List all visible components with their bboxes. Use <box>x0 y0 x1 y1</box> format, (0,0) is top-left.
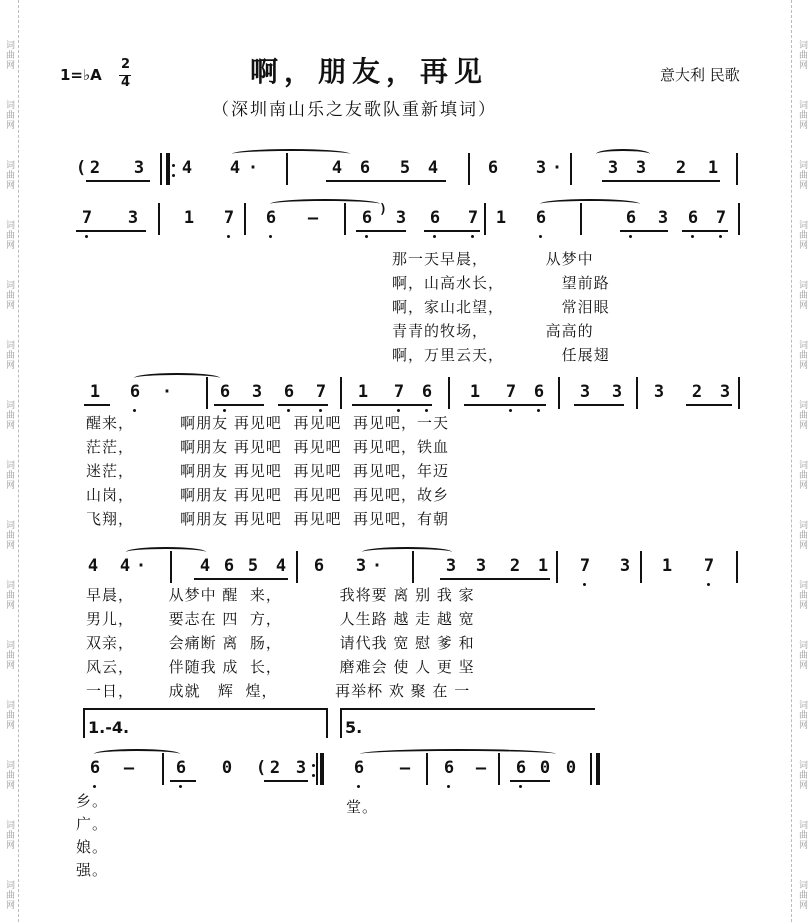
watermark-text: 词曲网 <box>797 580 807 610</box>
repeat-dot <box>312 764 315 767</box>
lyric-line: 风云， 伴随我 成 长， 磨难会 使 人 更 坚 <box>86 658 475 676</box>
note: 6 <box>219 382 231 402</box>
tie-slur <box>540 199 640 209</box>
note: 3 <box>635 158 647 178</box>
note: 3 <box>445 556 457 576</box>
barline <box>468 153 470 185</box>
ending-1-label: 1.-4. <box>88 718 130 737</box>
song-title: 啊，朋友，再见 <box>250 55 489 88</box>
watermark-text: 词曲网 <box>797 280 807 310</box>
note: 0 <box>565 758 577 778</box>
watermark-text: 词曲网 <box>797 40 807 70</box>
watermark-text: 词曲网 <box>4 400 14 430</box>
paren: ( <box>255 758 267 778</box>
octave-dot-below <box>691 235 694 238</box>
note: 1 <box>183 208 195 228</box>
lyric-line: 男儿， 要志在 四 方， 人生路 越 走 越 宽 <box>86 610 475 628</box>
lyric-line: 山岗， 啊朋友 再见吧 再见吧 再见吧，故乡 <box>86 486 449 504</box>
aug-dot: · <box>247 158 259 178</box>
watermark-text: 词曲网 <box>797 460 807 490</box>
note: 4 <box>229 158 241 178</box>
dash: — <box>307 208 319 228</box>
note: 6 <box>283 382 295 402</box>
note: 6 <box>533 382 545 402</box>
note: 1 <box>537 556 549 576</box>
note: 6 <box>535 208 547 228</box>
octave-dot-below <box>583 583 586 586</box>
note: 3 <box>619 556 631 576</box>
note: 3 <box>657 208 669 228</box>
watermark-text: 词曲网 <box>4 460 14 490</box>
note: 7 <box>467 208 479 228</box>
note: 2 <box>691 382 703 402</box>
watermark-text: 词曲网 <box>4 100 14 130</box>
ending-2-label: 5. <box>345 718 363 737</box>
barline <box>158 203 160 235</box>
watermark-text: 词曲网 <box>4 820 14 850</box>
note: 7 <box>715 208 727 228</box>
lyric-line: 啊，家山北望， 常泪眼 <box>392 298 610 316</box>
aug-dot: · <box>135 556 147 576</box>
octave-dot-below <box>93 785 96 788</box>
watermark-text: 词曲网 <box>4 340 14 370</box>
octave-dot-below <box>471 235 474 238</box>
paren: ) <box>379 202 387 217</box>
tie-slur <box>362 547 452 557</box>
underline <box>440 578 550 580</box>
octave-dot-below <box>365 235 368 238</box>
barline <box>160 153 162 185</box>
note: 3 <box>535 158 547 178</box>
lyric-line: 飞翔， 啊朋友 再见吧 再见吧 再见吧，有朝 <box>86 510 449 528</box>
underline <box>574 404 624 406</box>
octave-dot-below <box>519 785 522 788</box>
barline <box>296 551 298 583</box>
note: 2 <box>269 758 281 778</box>
watermark-text: 词曲网 <box>797 220 807 250</box>
note: 3 <box>653 382 665 402</box>
watermark-text: 词曲网 <box>4 520 14 550</box>
tie-slur <box>126 547 206 557</box>
note: 3 <box>295 758 307 778</box>
note: 1 <box>357 382 369 402</box>
lyric-line: 醒来， 啊朋友 再见吧 再见吧 再见吧，一天 <box>86 414 449 432</box>
note: 6 <box>265 208 277 228</box>
note: 6 <box>429 208 441 228</box>
watermark-text: 词曲网 <box>797 160 807 190</box>
underline <box>352 404 432 406</box>
tie-slur <box>232 149 350 159</box>
barline <box>340 377 342 409</box>
note: 6 <box>421 382 433 402</box>
octave-dot-below <box>707 583 710 586</box>
tie-slur <box>94 749 180 759</box>
note: 6 <box>515 758 527 778</box>
note: 4 <box>275 556 287 576</box>
octave-dot-below <box>357 785 360 788</box>
lyric-line: 乡。 <box>76 792 109 810</box>
ending-2-bracket-left <box>340 708 342 738</box>
tie-slur <box>360 749 556 759</box>
repeat-dot <box>172 164 175 167</box>
key-signature: 1=♭A <box>60 66 102 84</box>
lyric-line: 啊，万里云天， 任展翅 <box>392 346 610 364</box>
underline <box>214 404 264 406</box>
lyric-line: 一日， 成就 辉 煌， 再举杯 欢 聚 在 一 <box>86 682 471 700</box>
barline <box>738 377 740 409</box>
watermark-text: 词曲网 <box>4 760 14 790</box>
note: 6 <box>443 758 455 778</box>
note: 1 <box>89 382 101 402</box>
octave-dot-below <box>509 409 512 412</box>
underline <box>424 230 480 232</box>
underline <box>76 230 146 232</box>
note: 4 <box>331 158 343 178</box>
ending-1-bracket-left <box>83 708 85 738</box>
note: 7 <box>315 382 327 402</box>
note: 1 <box>707 158 719 178</box>
watermark-text: 词曲网 <box>797 520 807 550</box>
barline <box>738 203 740 235</box>
lyric-line: 双亲， 会痛断 离 肠， 请代我 宽 慰 爹 和 <box>86 634 475 652</box>
note: 6 <box>687 208 699 228</box>
note: 6 <box>313 556 325 576</box>
watermark-text: 词曲网 <box>4 580 14 610</box>
note: 0 <box>221 758 233 778</box>
lyric-line: 强。 <box>76 861 109 879</box>
watermark-text: 词曲网 <box>4 700 14 730</box>
watermark-text: 词曲网 <box>4 880 14 910</box>
underline <box>326 180 446 182</box>
paren: ( <box>75 158 87 178</box>
octave-dot-below <box>227 235 230 238</box>
note: 7 <box>223 208 235 228</box>
barline <box>736 551 738 583</box>
octave-dot-below <box>629 235 632 238</box>
watermark-text: 词曲网 <box>797 700 807 730</box>
note: 4 <box>87 556 99 576</box>
underline <box>264 780 308 782</box>
underline <box>620 230 668 232</box>
watermark-text: 词曲网 <box>797 340 807 370</box>
ending-1-bracket-right <box>326 708 328 738</box>
lyric-line: 那一天早晨， 从梦中 <box>392 250 594 268</box>
note: 3 <box>133 158 145 178</box>
barline <box>636 377 638 409</box>
barline <box>166 153 170 185</box>
note: 7 <box>703 556 715 576</box>
tie-slur <box>270 199 380 209</box>
note: 3 <box>579 382 591 402</box>
note: 3 <box>355 556 367 576</box>
note: 6 <box>359 158 371 178</box>
underline <box>510 780 550 782</box>
note: 3 <box>607 158 619 178</box>
barline <box>320 753 324 785</box>
watermark-text: 词曲网 <box>797 820 807 850</box>
lyric-line: 茫茫， 啊朋友 再见吧 再见吧 再见吧，铁血 <box>86 438 449 456</box>
dash: — <box>399 758 411 778</box>
note: 5 <box>399 158 411 178</box>
note: 4 <box>427 158 439 178</box>
note: 6 <box>175 758 187 778</box>
note: 6 <box>353 758 365 778</box>
octave-dot-below <box>719 235 722 238</box>
octave-dot-below <box>179 785 182 788</box>
note: 5 <box>247 556 259 576</box>
barline <box>316 753 318 785</box>
watermark-text: 词曲网 <box>797 100 807 130</box>
note: 7 <box>81 208 93 228</box>
aug-dot: · <box>551 158 563 178</box>
underline <box>84 404 110 406</box>
barline <box>558 377 560 409</box>
watermark-text: 词曲网 <box>797 760 807 790</box>
aug-dot: · <box>161 382 173 402</box>
dash: — <box>123 758 135 778</box>
barline <box>640 551 642 583</box>
ending-1-bracket-top <box>83 708 328 710</box>
note: 6 <box>487 158 499 178</box>
barline <box>736 153 738 185</box>
note: 1 <box>661 556 673 576</box>
barline <box>556 551 558 583</box>
note: 7 <box>579 556 591 576</box>
composer-credit: 意大利 民歌 <box>660 66 740 84</box>
note: 1 <box>469 382 481 402</box>
octave-dot-below <box>447 785 450 788</box>
underline <box>278 404 328 406</box>
underline <box>602 180 720 182</box>
ending-2-bracket-top <box>340 708 595 710</box>
watermark-text: 词曲网 <box>4 220 14 250</box>
underline <box>194 578 288 580</box>
octave-dot-below <box>537 409 540 412</box>
underline <box>686 404 732 406</box>
lyric-line: 早晨， 从梦中 醒 来， 我将要 离 别 我 家 <box>86 586 475 604</box>
underline <box>682 230 728 232</box>
barline <box>484 203 486 235</box>
note: 4 <box>199 556 211 576</box>
octave-dot-below <box>85 235 88 238</box>
barline <box>570 153 572 185</box>
watermark-text: 词曲网 <box>4 40 14 70</box>
lyric-line: 广。 <box>76 815 109 833</box>
aug-dot: · <box>371 556 383 576</box>
song-subtitle: （深圳南山乐之友歌队重新填词） <box>212 100 497 120</box>
underline <box>86 180 150 182</box>
note: 7 <box>393 382 405 402</box>
note: 3 <box>127 208 139 228</box>
barline <box>448 377 450 409</box>
watermark-text: 词曲网 <box>4 280 14 310</box>
octave-dot-below <box>269 235 272 238</box>
note: 6 <box>223 556 235 576</box>
barline <box>596 753 600 785</box>
dash: — <box>475 758 487 778</box>
note: 3 <box>611 382 623 402</box>
note: 3 <box>475 556 487 576</box>
note: 6 <box>89 758 101 778</box>
note: 2 <box>89 158 101 178</box>
note: 6 <box>129 382 141 402</box>
barline <box>244 203 246 235</box>
lyric-line-ending-2: 堂。 <box>346 798 379 816</box>
note: 0 <box>539 758 551 778</box>
note: 4 <box>181 158 193 178</box>
lyric-line: 迷茫， 啊朋友 再见吧 再见吧 再见吧，年迈 <box>86 462 449 480</box>
note: 2 <box>509 556 521 576</box>
note: 7 <box>505 382 517 402</box>
note: 4 <box>119 556 131 576</box>
note: 3 <box>395 208 407 228</box>
repeat-dot <box>312 774 315 777</box>
underline <box>356 230 406 232</box>
underline <box>170 780 196 782</box>
lyric-line: 娘。 <box>76 838 109 856</box>
underline <box>464 404 546 406</box>
note: 1 <box>495 208 507 228</box>
watermark-text: 词曲网 <box>797 400 807 430</box>
barline <box>590 753 592 785</box>
note: 6 <box>361 208 373 228</box>
repeat-dot <box>172 174 175 177</box>
note: 6 <box>625 208 637 228</box>
octave-dot-below <box>433 235 436 238</box>
watermark-text: 词曲网 <box>797 640 807 670</box>
note: 3 <box>719 382 731 402</box>
tie-slur <box>596 149 650 159</box>
lyric-line: 青青的牧场， 高高的 <box>392 322 594 340</box>
note: 2 <box>675 158 687 178</box>
meter-numerator: 2 <box>121 57 131 72</box>
note: 3 <box>251 382 263 402</box>
watermark-text: 词曲网 <box>797 880 807 910</box>
watermark-text: 词曲网 <box>4 160 14 190</box>
lyric-line: 啊，山高水长， 望前路 <box>392 274 610 292</box>
tie-slur <box>134 373 220 383</box>
octave-dot-below <box>539 235 542 238</box>
meter-denominator: 4 <box>121 75 131 90</box>
watermark-text: 词曲网 <box>4 640 14 670</box>
